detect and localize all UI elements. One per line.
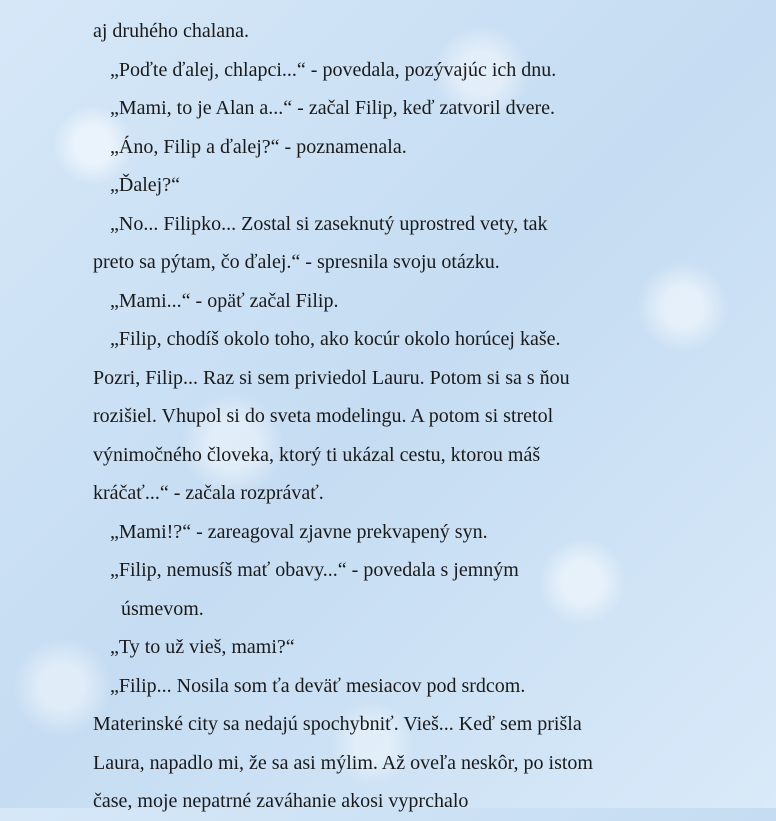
text-line: „Filip, nemusíš mať obavy...“ - povedala s jemným [110,559,519,581]
text-line: „Filip, chodíš okolo toho, ako kocúr okolo horúcej kaše. [110,328,561,350]
text-line: preto sa pýtam, čo ďalej.“ - spresnila svoju otázku. [93,251,500,273]
text-line: čase, moje nepatrné zaváhanie akosi vyprchalo [93,790,469,812]
text-line: Pozri, Filip... Raz si sem priviedol Lauru. Potom si sa s ňou [93,366,570,389]
text-line: „Mami!?“ - zareagoval zjavne prekvapený syn. [110,520,488,543]
text-line: „Filip... Nosila som ťa deväť mesiacov pod srdcom. [110,674,526,697]
text-line: „Ty to už vieš, mami?“ [110,636,295,658]
text-line: „Ďalej?“ [110,174,180,196]
story-text [93,12,673,821]
text-line: Materinské city sa nedajú spochybniť. Vieš... Keď sem prišla [93,713,582,735]
text-line: úsmevom. [121,597,204,620]
text-line: „Áno, Filip a ďalej?“ - poznamenala. [110,135,407,158]
text-line: kráčať...“ - začala rozprávať. [93,482,324,504]
text-line: aj druhého chalana. [93,20,250,42]
text-line: Laura, napadlo mi, že sa asi mýlim. Až oveľa neskôr, po istom [93,751,593,774]
text-line: „Poďte ďalej, chlapci...“ - povedala, pozývajúc ich dnu. [110,58,557,81]
text-line: „Mami...“ - opäť začal Filip. [110,289,339,312]
text-line: „No... Filipko... Zostal si zaseknutý uprostred vety, tak [110,212,548,235]
text-line: rozišiel. Vhupol si do sveta modelingu. A potom si stretol [93,405,554,427]
text-line: výnimočného človeka, ktorý ti ukázal cestu, ktorou máš [93,443,541,466]
text-line: „Mami, to je Alan a...“ - začal Filip, keď zatvoril dvere. [110,97,555,119]
